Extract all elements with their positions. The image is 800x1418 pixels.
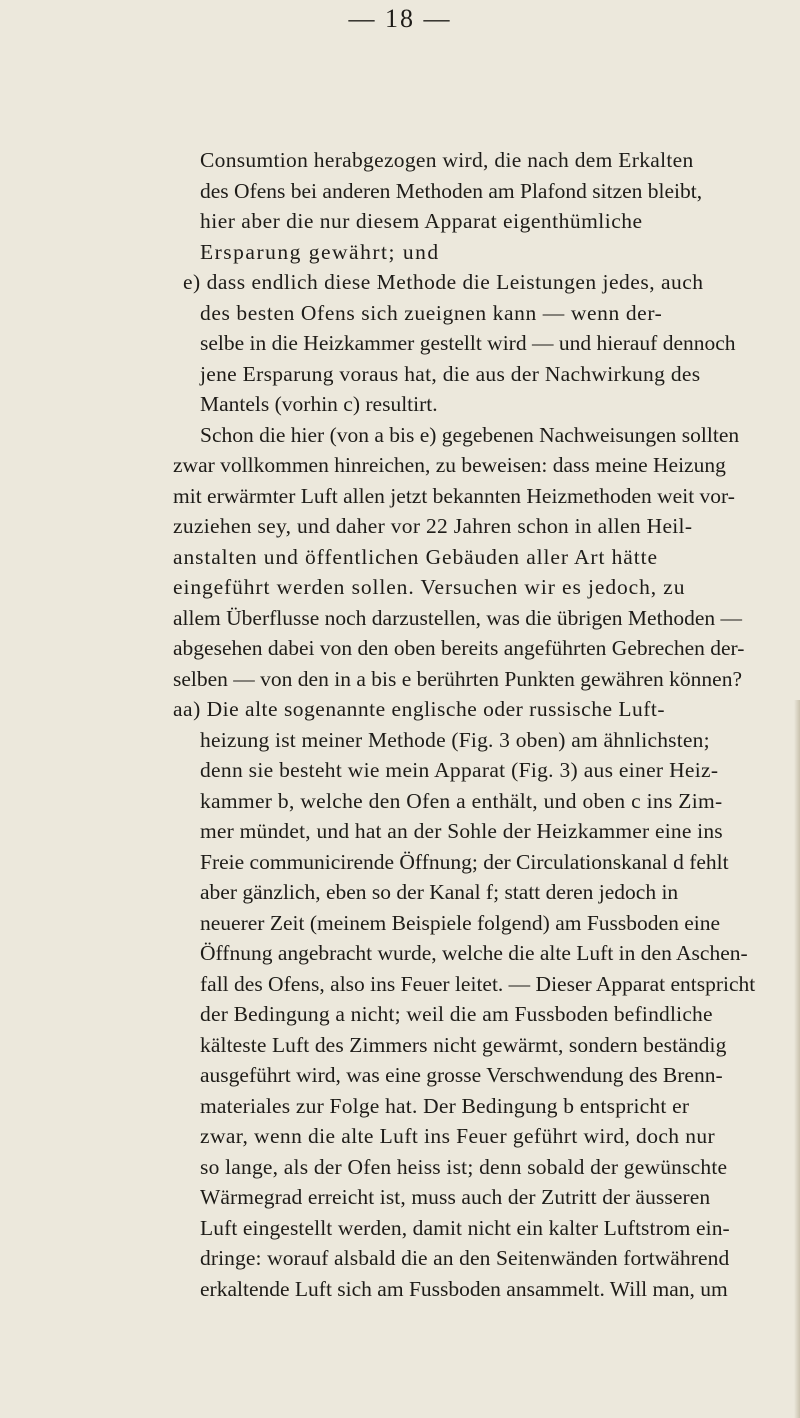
text-line: des besten Ofens sich zueignen kann — wenn der- [200,300,663,325]
text-line: mer mündet, und hat an der Sohle der Heizkammer eine ins [200,819,723,843]
text-line: neuerer Zeit (meinem Beispiele folgend) am Fussboden eine [200,910,721,935]
text-line: aber gänzlich, eben so der Kanal f; statt deren jedoch in [200,880,679,904]
text-line: Schon die hier (von a bis e) gegebenen Nachweisungen sollten [200,422,740,447]
text-line: aa) Die alte sogenannte englische oder russische Luft- [173,697,666,721]
text-line: zwar, wenn die alte Luft ins Feuer geführt wird, doch nur [200,1124,716,1148]
text-line: e) dass endlich diese Methode die Leistungen jedes, auch [183,270,704,294]
text-line: eingeführt werden sollen. Versuchen wir es jedoch, zu [173,575,686,599]
text-line: Luft eingestellt werden, damit nicht ein kalter Luftstrom ein- [200,1215,730,1240]
text-line: selbe in die Heizkammer gestellt wird — und hierauf dennoch [200,331,736,355]
text-line: Mantels (vorhin c) resultirt. [200,392,438,416]
text-line: dringe: worauf alsbald die an den Seitenwänden fortwährend [200,1246,730,1270]
text-line: zuziehen sey, und daher vor 22 Jahren schon in allen Heil- [173,514,693,538]
text-line: kälteste Luft des Zimmers nicht gewärmt, sondern beständig [200,1032,727,1057]
text-line: der Bedingung a nicht; weil die am Fussboden befindliche [200,1002,713,1026]
text-line: hier aber die nur diesem Apparat eigenthümliche [200,209,643,233]
text-line: allem Überflusse noch darzustellen, was die übrigen Methoden — [173,605,742,630]
text-line: mit erwärmter Luft allen jetzt bekannten Heizmethoden weit vor- [173,483,735,508]
text-line: denn sie besteht wie mein Apparat (Fig. 3) aus einer Heiz- [200,758,719,782]
text-line: erkaltende Luft sich am Fussboden ansammelt. Will man, um [200,1276,728,1301]
text-line: materiales zur Folge hat. Der Bedingung b entspricht er [200,1093,690,1118]
text-line: ausgeführt wird, was eine grosse Verschwendung des Brenn- [200,1063,723,1087]
text-line: selben — von den in a bis e berührten Punkten gewähren können? [173,666,742,691]
page-edge-shadow [794,700,800,1418]
text-line: Ersparung gewährt; und [200,239,440,264]
page-number: — 18 — [348,4,452,33]
text-line: des Ofens bei anderen Methoden am Plafond sitzen bleibt, [200,178,703,203]
text-line: Öffnung angebracht wurde, welche die alte Luft in den Aschen- [200,941,748,965]
text-line: Wärmegrad erreicht ist, muss auch der Zutritt der äusseren [200,1185,711,1209]
text-line: Freie communicirende Öffnung; der Circulationskanal d fehlt [200,849,729,874]
text-line: Consumtion herabgezogen wird, die nach dem Erkalten [200,148,694,172]
text-line: abgesehen dabei von den oben bereits angeführten Gebrechen der- [173,636,745,660]
text-line: heizung ist meiner Methode (Fig. 3 oben) am ähnlichsten; [200,727,710,752]
text-line: kammer b, welche den Ofen a enthält, und oben c ins Zim- [200,788,723,813]
text-line: jene Ersparung voraus hat, die aus der Nachwirkung des [200,361,701,386]
text-line: zwar vollkommen hinreichen, zu beweisen: dass meine Heizung [173,453,726,477]
text-line: anstalten und öffentlichen Gebäuden aller Art hätte [173,544,658,569]
text-line: fall des Ofens, also ins Feuer leitet. — Dieser Apparat entspricht [200,971,756,996]
text-line: so lange, als der Ofen heiss ist; denn sobald der gewünschte [200,1154,728,1179]
